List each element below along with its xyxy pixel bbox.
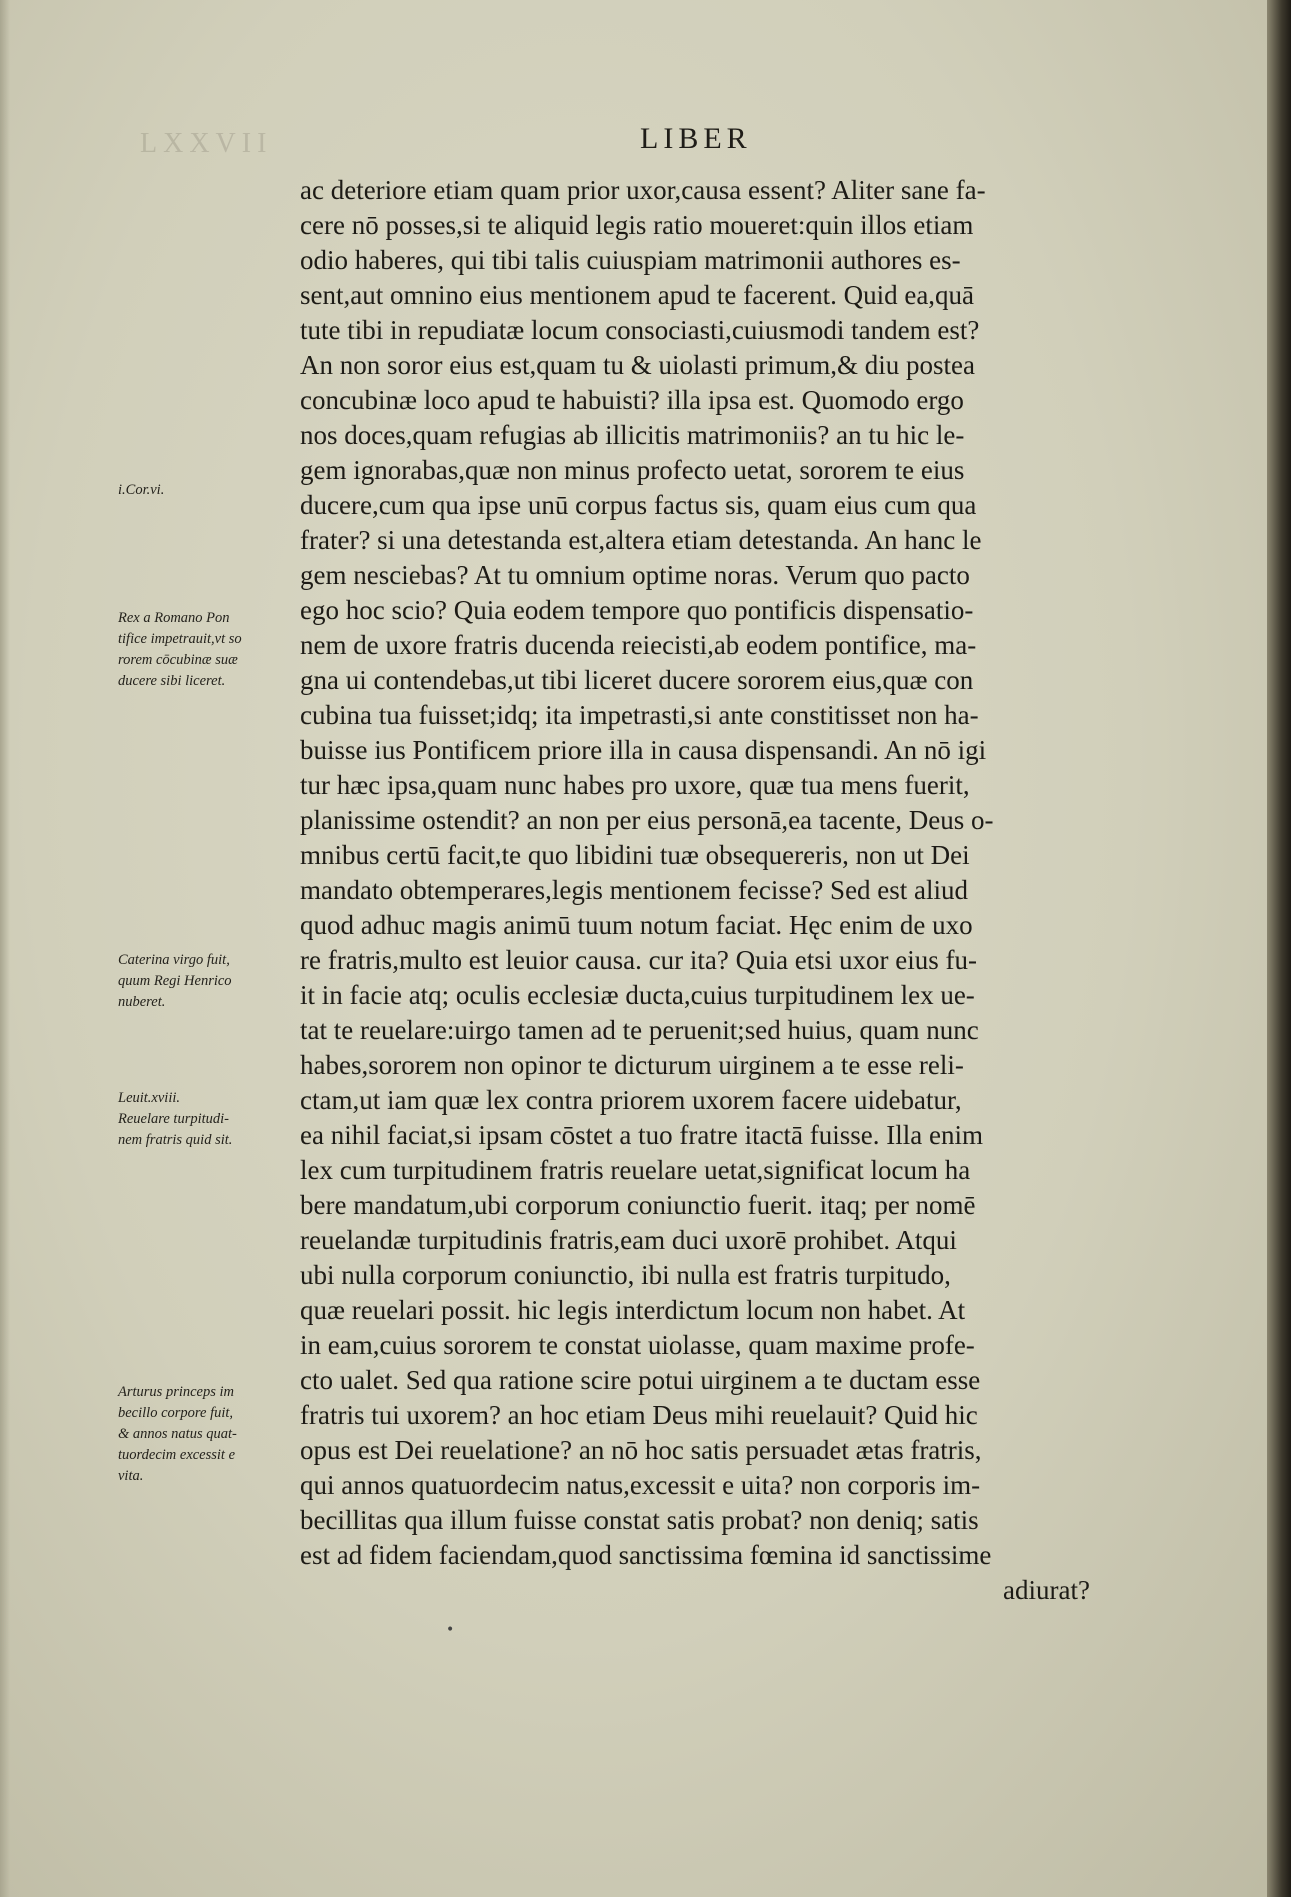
text-line: ducere,cum qua ipse unū corpus factus sis, quam eius cum qua <box>300 490 977 520</box>
text-line: ubi nulla corporum coniunctio, ibi nulla est fratris turpitudo, <box>300 1260 951 1290</box>
margin-note-5 <box>118 1382 283 1487</box>
text-line: ego hoc scio? Quia eodem tempore quo pontificis dispensatio- <box>300 595 974 625</box>
text-line: mnibus certū facit,te quo libidini tuæ obsequereris, non ut Dei <box>300 840 970 870</box>
margin-note-line: nem fratris quid sit. <box>118 1132 233 1148</box>
text-line: cere nō posses,si te aliquid legis ratio moueret:quin illos etiam <box>300 210 974 240</box>
text-line: tur hæc ipsa,quam nunc habes pro uxore, quæ tua mens fuerit, <box>300 770 970 800</box>
text-line: concubinæ loco apud te habuisti? illa ipsa est. Quomodo ergo <box>300 385 964 415</box>
margin-note-line: quum Regi Henrico <box>118 973 232 989</box>
text-line: odio haberes, qui tibi talis cuiuspiam matrimonii authores es- <box>300 245 961 275</box>
text-line: planissime ostendit? an non per eius personā,ea tacente, Deus o- <box>300 805 994 835</box>
text-line: gna ui contendebas,ut tibi liceret ducere sororem eius,quæ con <box>300 665 974 695</box>
margin-note-line: Reuelare turpitudi- <box>118 1111 230 1127</box>
margin-note-line: tuordecim excessit e <box>118 1447 236 1463</box>
text-line: ac deteriore etiam quam prior uxor,causa essent? Aliter sane fa- <box>300 175 986 205</box>
margin-note-line: & annos natus quat- <box>118 1426 237 1442</box>
margin-note-line: Leuit.xviii. <box>118 1090 181 1106</box>
margin-note-line: Rex a Romano Pon <box>118 610 230 626</box>
text-line: nos doces,quam refugias ab illicitis matrimoniis? an tu hic le- <box>300 420 965 450</box>
margin-note-line: nuberet. <box>118 994 166 1010</box>
margin-note-line: Caterina virgo fuit, <box>118 952 230 968</box>
margin-note-line: i.Cor.vi. <box>118 482 165 498</box>
text-line: quod adhuc magis animū tuum notum faciat. Hęc enim de uxo <box>300 910 973 940</box>
text-line: ctam,ut iam quæ lex contra priorem uxorem facere uidebatur, <box>300 1085 962 1115</box>
text-line: fratris tui uxorem? an hoc etiam Deus mihi reuelauit? Quid hic <box>300 1400 978 1430</box>
binding-gutter <box>1267 0 1291 1897</box>
text-line: gem ignorabas,quæ non minus profecto uetat, sororem te eius <box>300 455 965 485</box>
text-line: ea nihil faciat,si ipsam cōstet a tuo fratre itactā fuisse. Illa enim <box>300 1120 983 1150</box>
text-line: tat te reuelare:uirgo tamen ad te peruenit;sed huius, quam nunc <box>300 1015 979 1045</box>
text-line: mandato obtemperares,legis mentionem fecisse? Sed est aliud <box>300 875 969 905</box>
text-line: becillitas qua illum fuisse constat satis probat? non deniq; satis <box>300 1505 979 1535</box>
ink-speck: • <box>446 1622 455 1638</box>
text-line: buisse ius Pontificem priore illa in causa dispensandi. An nō igi <box>300 735 987 765</box>
text-line: reuelandæ turpitudinis fratris,eam duci uxorē prohibet. Atqui <box>300 1225 957 1255</box>
margin-note-line: tifice impetrauit,vt so <box>118 631 242 647</box>
text-line: qui annos quatuordecim natus,excessit e uita? non corporis im- <box>300 1470 981 1500</box>
text-line: An non soror eius est,quam tu & uiolasti primum,& diu postea <box>300 350 975 380</box>
text-line: re fratris,multo est leuior causa. cur ita? Quia etsi uxor eius fu- <box>300 945 978 975</box>
margin-note-line: vita. <box>118 1468 144 1484</box>
text-line: est ad fidem faciendam,quod sanctissima fœmina id sanctissime <box>300 1540 992 1570</box>
text-line: cubina tua fuisset;idq; ita impetrasti,si ante constitisset non ha- <box>300 700 979 730</box>
page-edge-shadow <box>0 0 10 1897</box>
text-line: bere mandatum,ubi corporum coniunctio fuerit. itaq; per nomē <box>300 1190 976 1220</box>
margin-note-line: ducere sibi liceret. <box>118 673 226 689</box>
text-line: nem de uxore fratris ducenda reiecisti,ab eodem pontifice, ma- <box>300 630 977 660</box>
margin-note-2 <box>118 608 283 692</box>
text-line: in eam,cuius sororem te constat uiolasse, quam maxime profe- <box>300 1330 975 1360</box>
text-line: quæ reuelari possit. hic legis interdictum locum non habet. At <box>300 1295 966 1325</box>
margin-note-1 <box>118 480 283 501</box>
main-text-block <box>300 173 1160 1608</box>
text-line: tute tibi in repudiatæ locum consociasti,cuiusmodi tandem est? <box>300 315 980 345</box>
margin-note-line: rorem cōcubinæ suæ <box>118 652 238 668</box>
text-line: it in facie atq; oculis ecclesiæ ducta,cuius turpitudinem lex ue- <box>300 980 975 1010</box>
running-head: LIBER <box>640 122 752 155</box>
text-line: frater? si una detestanda est,altera etiam detestanda. An hanc le <box>300 525 982 555</box>
text-line: cto ualet. Sed qua ratione scire potui uirginem a te ductam esse <box>300 1365 981 1395</box>
text-line: opus est Dei reuelatione? an nō hoc satis persuadet ætas fratris, <box>300 1435 982 1465</box>
text-line: sent,aut omnino eius mentionem apud te facerent. Quid ea,quā <box>300 280 975 310</box>
text-line: habes,sororem non opinor te dicturum uirginem a te esse reli- <box>300 1050 964 1080</box>
catchword: adiurat? <box>1003 1575 1090 1605</box>
margin-note-line: Arturus princeps im <box>118 1384 234 1400</box>
margin-note-3 <box>118 950 283 1013</box>
margin-note-line: becillo corpore fuit, <box>118 1405 234 1421</box>
text-line: lex cum turpitudinem fratris reuelare uetat,significat locum ha <box>300 1155 971 1185</box>
show-through-folio: LXXVII <box>140 128 273 159</box>
text-line: gem nesciebas? At tu omnium optime noras. Verum quo pacto <box>300 560 970 590</box>
margin-note-4 <box>118 1088 283 1151</box>
